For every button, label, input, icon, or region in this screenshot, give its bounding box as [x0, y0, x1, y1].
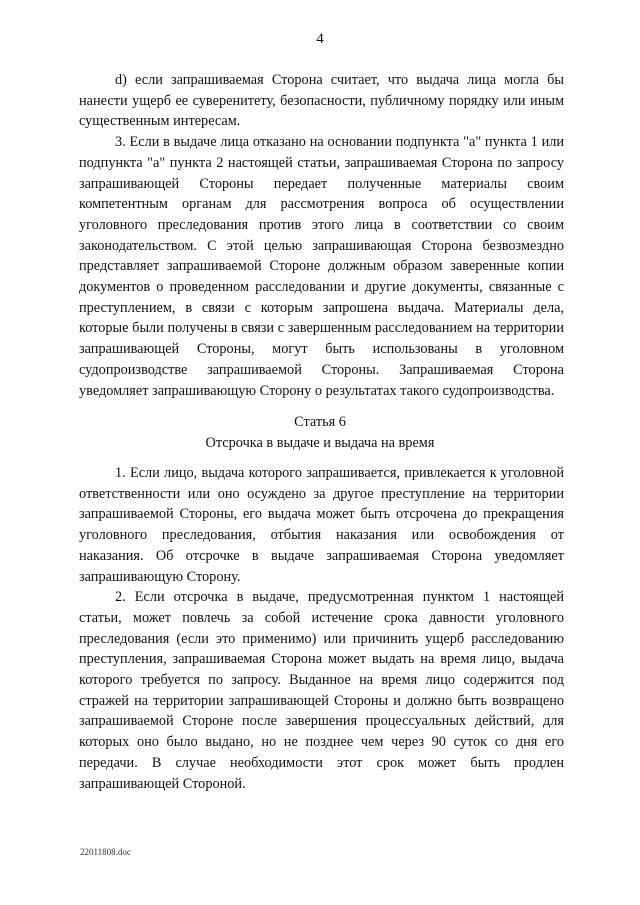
footer-filename: 22011808.doc [80, 847, 131, 857]
paragraph-3: 3. Если в выдаче лица отказано на основании подпункта "а" пункта 1 или подпункта "а" пункта 2 настоящей статьи, запрашиваемая Сторона по запросу запрашивающей Стороны передает полученные материалы своим компетентным органам для рассмотрения вопроса об осуществлении уголовного преследования против этого лица в соответствии со своим законодательством. С этой целью запрашивающая Сторона безвозмездно представляет запрашиваемой Стороне должным образом заверенные копии документов о проведенном расследовании и другие документы, связанные с преступлением, в связи с которым запрошена выдача. Материалы дела, которые были получены в связи с завершенным расследованием на территории запрашивающей Стороны, могут быть использованы в уголовном судопроизводстве запрашиваемой Стороны. Запрашиваемая Сторона уведомляет запрашивающую Сторону о результатах такого судопроизводства. [79, 134, 564, 399]
text-section-b [79, 463, 564, 794]
paragraph-2: 2. Если отсрочка в выдаче, предусмотренная пунктом 1 настоящей статьи, может повлечь за собой истечение срока давности уголовного преследования (если это применимо) или причинить ущерб расследованию преступления, запрашиваемая Сторона может выдать на время лицо, выдача которого требуется по запросу. Выданное на время лицо содержится под стражей на территории запрашивающей Стороны и должно быть возвращено запрашиваемой Стороне после завершения процессуальных действий, для которых оно было выдано, но не позднее чем через 90 суток со дня его передачи. В случае необходимости этот срок может быть продлен запрашивающей Стороной. [79, 589, 564, 792]
paragraph-1: 1. Если лицо, выдача которого запрашивается, привлекается к уголовной ответственности или оно осуждено за другое преступление на территории запрашиваемой Стороны, его выдача может быть отсрочена до прекращения уголовного преследования, отбытия наказания или освобождения от наказания. Об отсрочке в выдаче запрашиваемая Сторона уведомляет запрашивающую Сторону. [79, 465, 564, 585]
article-number: Статья 6 [294, 414, 346, 430]
article-title: Отсрочка в выдаче и выдача на время [205, 434, 435, 451]
paragraph-d: d) если запрашиваемая Сторона считает, что выдача лица могла бы нанести ущерб ее суверенитету, безопасности, публичному порядку или иным существенным интересам. [79, 72, 564, 130]
page-number: 4 [316, 31, 324, 47]
text-section-a [79, 70, 564, 401]
article-heading [0, 412, 640, 453]
